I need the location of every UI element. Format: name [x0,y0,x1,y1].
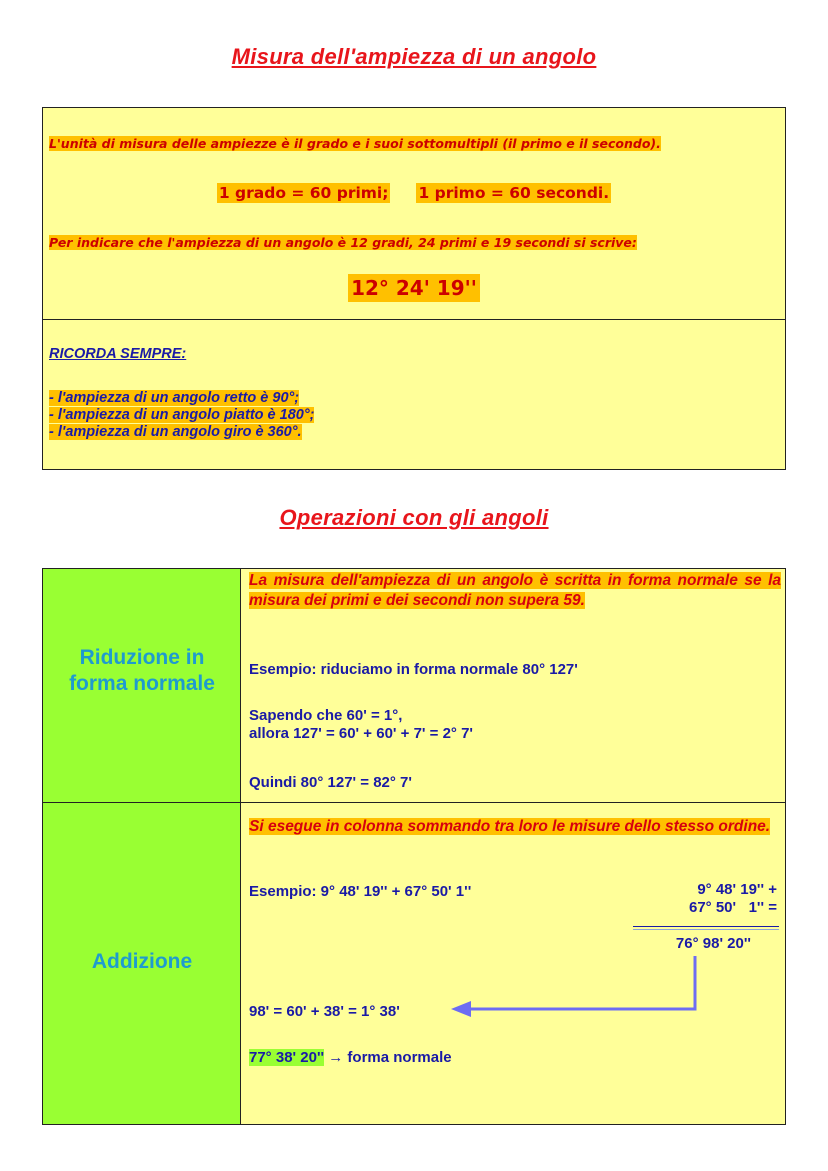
addition-label: Addizione [91,950,193,973]
example-angle-highlight: 12° 24' 19'' [348,274,480,302]
final-result [249,1049,781,1067]
equivalence-minute: 1 primo = 60 secondi. [418,184,610,202]
carry-step: 98' = 60' + 38' = 1° 38' [249,1003,400,1020]
column-addend-1: 9° 48' 19'' + [697,881,777,898]
operations-table [42,568,786,1125]
final-suffix: → forma normale [324,1049,452,1066]
divider [43,319,785,320]
column-calculation [627,881,777,917]
remember-list [49,390,314,441]
reduction-result: Quindi 80° 127' = 82° 7' [249,774,412,791]
unit-text [49,136,661,151]
reduction-label: Riduzione in forma normale [69,646,215,695]
equivalence-row [43,184,785,202]
unit-text-highlight: L'unità di misura delle ampiezze è il grado e i suoi sottomultipli (il primo e il secondo). [49,136,661,151]
final-value: 77° 38' 20'' [249,1049,325,1066]
remember-heading: RICORDA SEMPRE: [49,346,187,362]
reduction-step-2: allora 127' = 60' + 60' + 7' = 2° 7' [249,725,473,742]
indicate-text [49,235,637,250]
sum-line [633,926,779,930]
list-item: - l'ampiezza di un angolo giro è 360°. [49,424,302,440]
section-title: Operazioni con gli angoli [279,505,549,530]
addition-definition: Si esegue in colonna sommando tra loro le misure dello stesso ordine. [249,818,771,835]
reduction-example: Esempio: riduciamo in forma normale 80° 127' [249,661,578,678]
list-item: - l'ampiezza di un angolo retto è 90°; [49,390,300,406]
indicate-text-highlight: Per indicare che l'ampiezza di un angolo è 12 gradi, 24 primi e 19 secondi si scrive: [49,235,637,250]
addition-example: Esempio: 9° 48' 19'' + 67° 50' 1'' [249,883,472,900]
reduction-definition: La misura dell'ampiezza di un angolo è scritta in forma normale se la misura dei primi e dei secondi non supera 59. [249,572,781,609]
column-addend-2: 67° 50' 1'' = [688,899,777,916]
row-divider [43,802,785,803]
page-title: Misura dell'ampiezza di un angolo [231,44,597,69]
column-result: 76° 98' 20'' [675,935,751,952]
list-item: - l'ampiezza di un angolo piatto è 180°; [49,407,315,423]
equivalence-degree: 1 grado = 60 primi; [218,184,389,202]
angle-measure-box [42,107,786,470]
example-angle-value [43,276,785,300]
reduction-step-1: Sapendo che 60' = 1°, [249,707,403,724]
